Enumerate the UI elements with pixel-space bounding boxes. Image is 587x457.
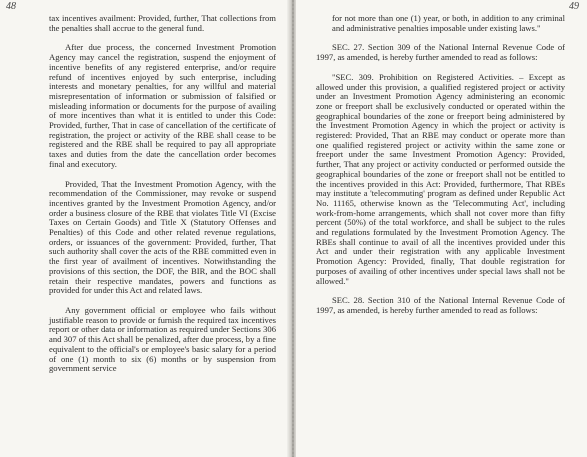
left-page — [0, 0, 291, 457]
page-number: 48 — [6, 1, 16, 12]
paragraph: Provided, That the Investment Promotion Agency, with the recommendation of the Commissioner, may revoke or suspend incentives granted by the Investment Promotion Agency, and/or order a business closure of the RBE that violates Title VI (Excise Taxes on Certain Goods) and Title X (Statutory Offenses and Penalties) of this Code and other related revenue regulations, orders, or issuances of the government: Provided, further, That such authority shall cover the acts of the RBE committed even in the first year of availment of incentives. Notwithstanding the provisions of this section, the DOF, the BIR, and the BOC shall retain their respective mandates, powers and functions as provided for under this Act and related laws. — [49, 178, 276, 296]
paragraph: for not more than one (1) year, or both, in addition to any criminal and administrative penalties imposable under existing laws." — [332, 13, 565, 33]
paragraph: SEC. 28. Section 310 of the National Internal Revenue Code of 1997, as amended, is hereby further amended to read as follows: — [316, 295, 565, 315]
right-page — [296, 0, 587, 457]
binding-stitch — [292, 0, 294, 457]
paragraph: After due process, the concerned Investment Promotion Agency may cancel the registration, suspend the enjoyment of incentive benefits of any registered enterprise, and/or require refund of incentives enjoyed by such enterprise, including interests and monetary penalties, for any willful and material misrepresentation of information or submission of falsified or misleading information or documents for the purpose of availing of more incentives than what it is entitled to under this Code: Provided, further, That in case of cancellation of the certificate of registration, the project or activity of the RBE shall cease to be registered and the RBE shall be required to pay all appropriate taxes and duties from the date the cancellation order becomes final and executory. — [49, 42, 276, 169]
page-number: 49 — [569, 1, 579, 12]
paragraph: Any government official or employee who fails without justifiable reason to provide or furnish the required tax incentives report or other data or information as required under Sections 306 and 307 of this Act shall be penalized, after due process, by a fine equivalent to the official's or employee's basic salary for a period of one (1) month to six (6) months or by suspension from government service — [49, 304, 276, 374]
right-text-column — [316, 14, 565, 316]
quoted-section: "SEC. 309. Prohibition on Registered Activities. – Except as allowed under this provision, a qualified registered project or activity under an Investment Promotion Agency administering an economic zone or freeport shall be exclusively conducted or operated within the geographical boundaries of the zone or freeport being administered by the Investment Promotion Agency in which the project or activity is registered: Provided, That an RBE may conduct or operate more than one qualified registered project or activity within the same zone or freeport under the same Investment Promotion Agency: Provided, further, That any project or activity conducted or performed outside the geographical boundaries of the zone or freeport shall not be entitled to the incentives provided in this Act: Provided, furthermore, That RBEs may institute a 'telecommuting' program as defined under Republic Act No. 11165, otherwise known as the 'Telecommuting Act', including work-from-home arrangements, which shall not cover more than fifty percent (50%) of the total workforce, and shall be subject to the rules and regulations formulated by the Investment Promotion Agency. The RBEs shall continue to avail of all the incentives provided under this Act and under their registration with any applicable Investment Promotion Agency: Provided, finally, That double registration for purposes of availing of other incentives under special laws shall not be allowed." — [316, 71, 565, 286]
left-text-column — [49, 14, 276, 374]
paragraph: SEC. 27. Section 309 of the National Internal Revenue Code of 1997, as amended, is hereby further amended to read as follows: — [316, 42, 565, 63]
paragraph: tax incentives availment: Provided, further, That collections from the penalties shall accrue to the general fund. — [49, 13, 276, 33]
